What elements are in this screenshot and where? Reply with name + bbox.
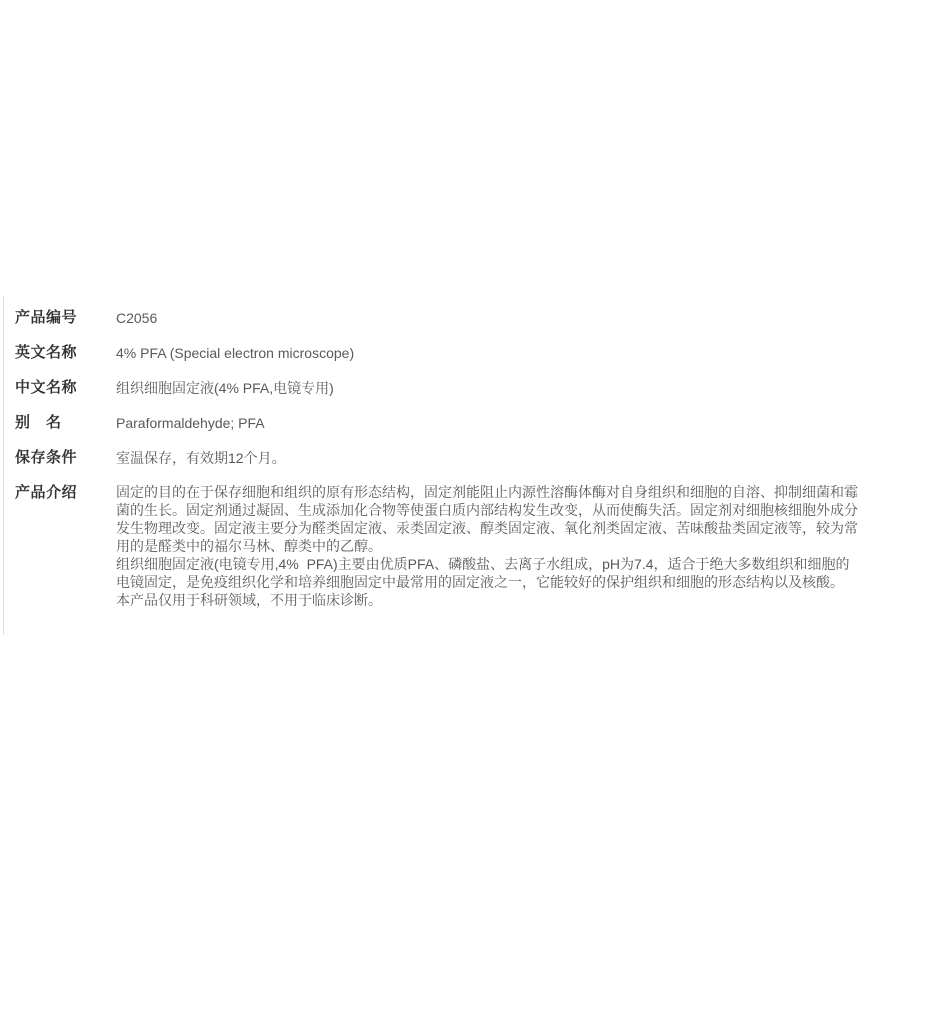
row-value-storage: 室温保存，有效期12个月。 — [116, 450, 286, 466]
row-value-code: C2056 — [116, 310, 158, 326]
intro-line: 本产品仅用于科研领域，不用于临床诊断。 — [116, 592, 382, 608]
row-label-storage: 保存条件 — [15, 449, 78, 466]
row-value-intro — [116, 483, 858, 609]
product-row-english-name — [15, 343, 931, 363]
product-row-alias — [15, 413, 931, 433]
product-row-storage — [15, 448, 931, 468]
row-value-alias: Paraformaldehyde; PFA — [116, 415, 265, 431]
intro-line: 菌的生长。固定剂通过凝固、生成添加化合物等使蛋白质内部结构发生改变，从而使酶失活。固定剂对细胞核细胞外成分 — [116, 502, 858, 518]
product-row-chinese-name — [15, 378, 931, 398]
intro-line: 固定的目的在于保存细胞和组织的原有形态结构，固定剂能阻止内源性溶酶体酶对自身组织和细胞的自溶、抑制细菌和霉 — [116, 484, 858, 500]
row-value-english-name: 4% PFA (Special electron microscope) — [116, 345, 355, 361]
intro-line: 电镜固定，是免疫组织化学和培养细胞固定中最常用的固定液之一，它能较好的保护组织和细胞的形态结构以及核酸。 — [116, 574, 844, 590]
row-label-english-name: 英文名称 — [15, 344, 78, 361]
row-label-alias: 别 名 — [15, 414, 62, 431]
intro-line: 组织细胞固定液(电镜专用,4% PFA)主要由优质PFA、磷酸盐、去离子水组成，pH为7.4，适合于绝大多数组织和细胞的 — [116, 556, 850, 572]
row-label-code: 产品编号 — [15, 309, 78, 326]
row-label-chinese-name: 中文名称 — [15, 379, 78, 396]
product-row-code — [15, 308, 931, 328]
product-info-table — [3, 296, 935, 635]
intro-line: 用的是醛类中的福尔马林、醇类中的乙醇。 — [116, 538, 382, 554]
row-label-intro: 产品介绍 — [15, 484, 78, 501]
row-value-chinese-name: 组织细胞固定液(4% PFA,电镜专用) — [116, 380, 334, 396]
intro-line: 发生物理改变。固定液主要分为醛类固定液、汞类固定液、醇类固定液、氧化剂类固定液、苦味酸盐类固定液等，较为常 — [116, 520, 858, 536]
product-row-intro — [15, 483, 931, 609]
